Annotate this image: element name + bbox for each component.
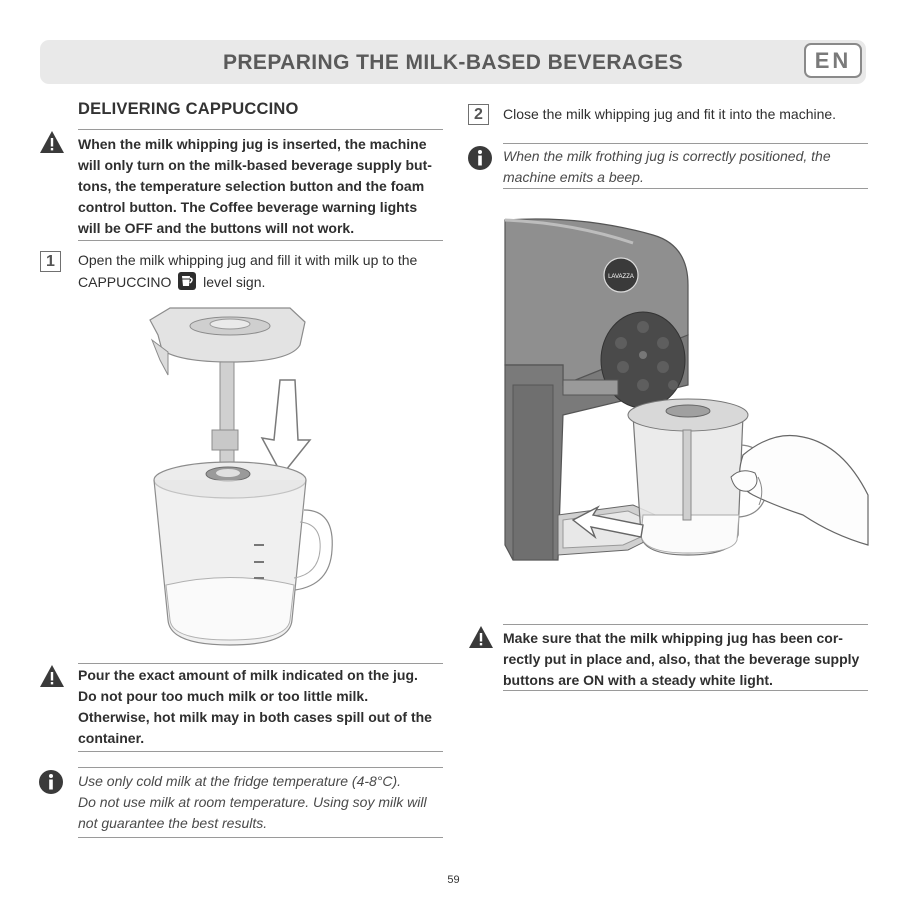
divider (78, 663, 443, 664)
divider (78, 129, 443, 130)
cappuccino-label: CAPPUCCINO (78, 274, 172, 290)
coffee-machine-illustration (503, 215, 871, 570)
step-1-line-2 (78, 271, 446, 293)
info-line: machine emits a beep. (503, 169, 644, 185)
info-notice-2 (503, 146, 871, 188)
divider (78, 837, 443, 838)
warning-line: Otherwise, hot milk may in both cases spill out of the (78, 709, 432, 725)
page-number: 59 (447, 874, 460, 886)
step-number-1: 1 (40, 251, 61, 272)
info-line: Do not use milk at room temperature. Using soy milk will (78, 794, 427, 810)
warning-line: Do not pour too much milk or too little milk. (78, 688, 369, 704)
step-1-line-1: Open the milk whipping jug and fill it with milk up to the (78, 252, 418, 268)
divider (78, 767, 443, 768)
page-title: PREPARING THE MILK-BASED BEVERAGES (222, 51, 684, 74)
language-badge: EN (804, 43, 862, 78)
warning-triangle-icon (39, 130, 65, 154)
step-1-text (78, 250, 446, 293)
cappuccino-level-icon (177, 271, 197, 291)
info-icon (38, 769, 64, 795)
warning-line: control button. The Coffee beverage warning lights (78, 199, 418, 215)
divider (503, 143, 868, 144)
info-notice-1 (78, 771, 446, 834)
warning-notice-2 (78, 665, 446, 749)
warning-triangle-icon (39, 664, 65, 688)
divider (78, 751, 443, 752)
warning-line: rectly put in place and, also, that the beverage supply (503, 651, 860, 667)
info-line: When the milk frothing jug is correctly positioned, the (503, 148, 831, 164)
warning-line: will only turn on the milk-based beverage supply but- (78, 157, 432, 173)
milk-jug-illustration (140, 300, 340, 650)
warning-line: When the milk whipping jug is inserted, the machine (78, 136, 427, 152)
warning-triangle-icon (468, 625, 494, 649)
svg-text:LAVAZZA: LAVAZZA (608, 274, 634, 280)
warning-line: buttons are ON with a steady white light. (503, 672, 773, 688)
warning-line: will be OFF and the buttons will not work. (78, 220, 355, 236)
step-2-text: Close the milk whipping jug and fit it into the machine. (503, 106, 837, 122)
warning-line: Make sure that the milk whipping jug has been cor- (503, 630, 843, 646)
warning-line: Pour the exact amount of milk indicated on the jug. (78, 667, 418, 683)
info-line: Use only cold milk at the fridge temperature (4-8°C). (78, 773, 402, 789)
info-icon (467, 145, 493, 171)
warning-notice-1 (78, 134, 446, 239)
divider (503, 690, 868, 691)
warning-line: container. (78, 730, 145, 746)
warning-line: tons, the temperature selection button and the foam (78, 178, 425, 194)
header-bar (40, 40, 866, 84)
divider (78, 240, 443, 241)
divider (503, 188, 868, 189)
level-sign-label: level sign. (203, 274, 266, 290)
divider (503, 624, 868, 625)
warning-notice-3 (503, 628, 873, 691)
step-number-2: 2 (468, 104, 489, 125)
info-line: not guarantee the best results. (78, 815, 268, 831)
section-heading: DELIVERING CAPPUCCINO (78, 100, 299, 118)
